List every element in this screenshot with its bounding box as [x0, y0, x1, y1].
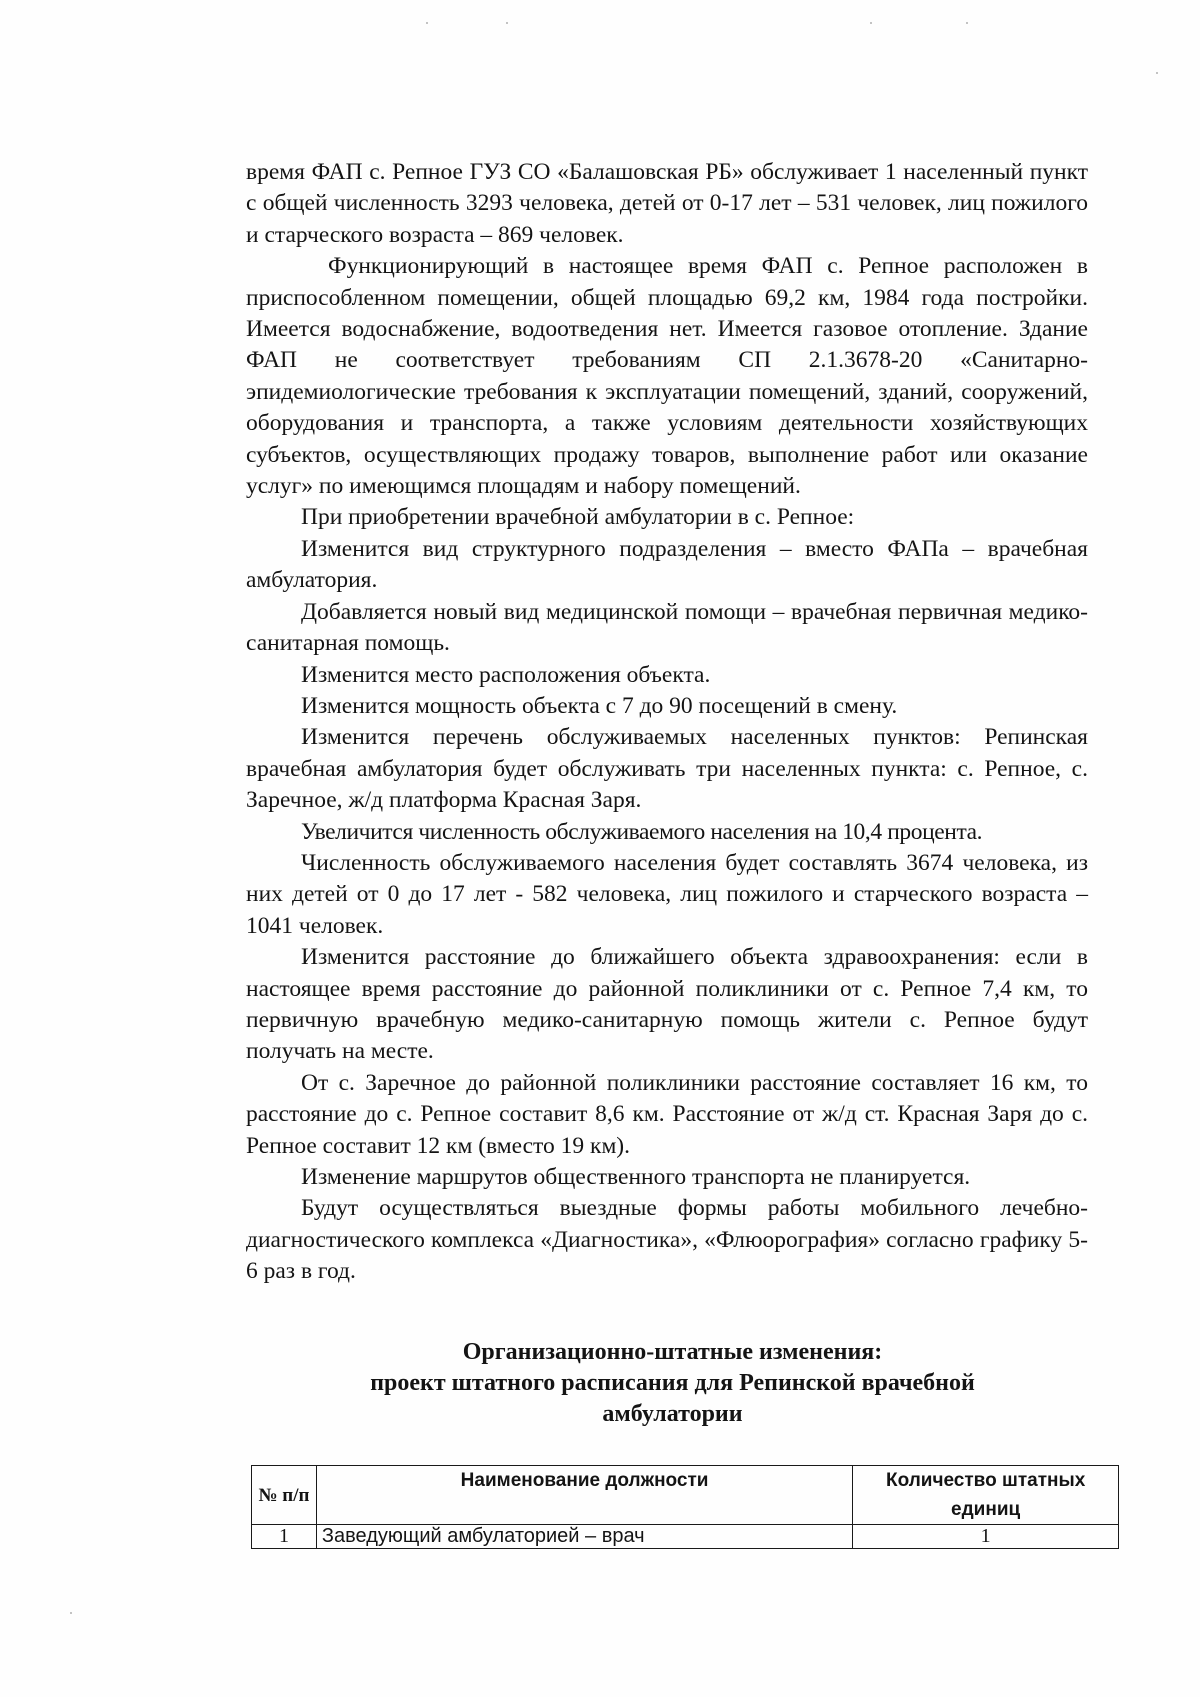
- scan-speck: [506, 22, 508, 24]
- header-number: № п/п: [252, 1466, 317, 1525]
- scan-speck: [1156, 72, 1158, 74]
- heading-line-1: Организационно-штатные изменения:: [462, 1339, 883, 1365]
- paragraph-1: время ФАП с. Репное ГУЗ СО «Балашовская РБ» обслуживает 1 населенный пункт с общей численность 3293 человека, детей от 0-17 лет – 531 человек, лиц пожилого и старческого возраста – 869 человек.: [246, 159, 1088, 248]
- paragraph-14: Будут осуществляться выездные формы работы мобильного лечебно-диагностического комплекса «Диагностика», «Флюорография» согласно графику 5-6 раз в год.: [246, 1195, 1088, 1285]
- paragraph-13: Изменение маршрутов общественного транспорта не планируется.: [301, 1164, 971, 1190]
- table-row: [252, 1525, 1119, 1549]
- section-heading: [300, 1337, 1045, 1430]
- header-position: Наименование должности: [316, 1466, 852, 1525]
- paragraph-10: Численность обслуживаемого населения будет составлять 3674 человека, из них детей от 0 до 17 лет - 582 человека, лиц пожилого и старческого возраста – 1041 человек.: [246, 849, 1088, 939]
- paragraph-11: Изменится расстояние до ближайшего объекта здравоохранения: если в настоящее время расстояние до районной поликлиники от с. Репное 7,4 км, то первичную врачебную медико-санитарную помощь жители с. Репное будут получать на месте.: [246, 944, 1088, 1065]
- paragraph-12: От с. Заречное до районной поликлиники расстояние составляет 16 км, то расстояние до с. Репное составит 8,6 км. Расстояние от ж/д ст. Красная Заря до с. Репное составит 12 км (вместо 19 км).: [246, 1069, 1088, 1159]
- cell-count: 1: [853, 1525, 1119, 1549]
- paragraph-8: Изменится перечень обслуживаемых населенных пунктов: Репинская врачебная амбулатория будет обслуживать три населенных пункта: с. Репное, с. Заречное, ж/д платформа Красная Заря.: [246, 724, 1088, 814]
- paragraph-9: Увеличится численность обслуживаемого населения на 10,4 процента.: [301, 818, 983, 845]
- scan-speck: [870, 22, 872, 24]
- scan-speck: [966, 22, 968, 24]
- cell-number: 1: [252, 1525, 317, 1549]
- heading-line-3: амбулатории: [602, 1401, 743, 1427]
- body-text: [246, 157, 1088, 1288]
- cell-position: Заведующий амбулаторией – врач: [316, 1525, 852, 1549]
- header-count: Количество штатных единиц: [853, 1466, 1119, 1525]
- paragraph-3: При приобретении врачебной амбулатории в с. Репное:: [301, 504, 855, 531]
- paragraph-7: Изменится мощность объекта с 7 до 90 посещений в смену.: [301, 692, 898, 719]
- paragraph-5: Добавляется новый вид медицинской помощи – врачебная первичная медико-санитарная помощь.: [246, 598, 1088, 657]
- staffing-table: [251, 1465, 1119, 1549]
- heading-line-2: проект штатного расписания для Репинской врачебной: [370, 1370, 975, 1396]
- paragraph-6: Изменится место расположения объекта.: [301, 661, 711, 688]
- scan-speck: [70, 1612, 72, 1614]
- table-header-row: [252, 1466, 1119, 1525]
- paragraph-2: Функционирующий в настоящее время ФАП с. Репное расположен в приспособленном помещении, общей площадью 69,2 км, 1984 года постройки. Имеется водоснабжение, водоотведения нет. Имеется газовое отопление. Здание ФАП не соответствует требованиям СП 2.1.3678-20 «Санитарно-эпидемиологические требования к эксплуатации помещений, зданий, сооружений, оборудования и транспорта, а также условиям деятельности хозяйствующих субъектов, осуществляющих продажу товаров, выполнение работ или оказание услуг» по имеющимся площадям и набору помещений.: [246, 253, 1088, 500]
- scan-speck: [426, 22, 428, 24]
- paragraph-4: Изменится вид структурного подразделения – вместо ФАПа – врачебная амбулатория.: [246, 535, 1088, 594]
